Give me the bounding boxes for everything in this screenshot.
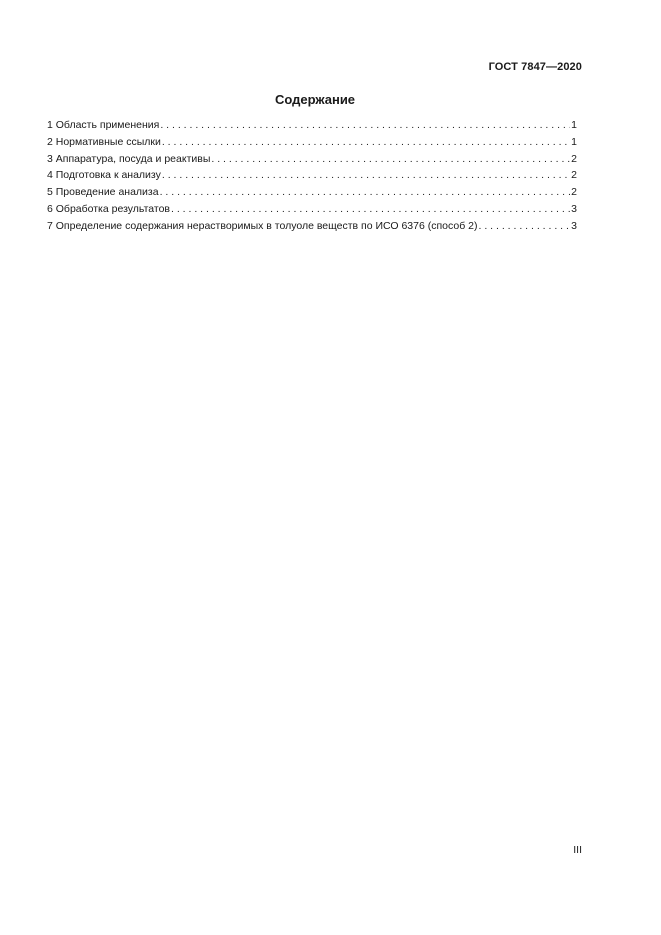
document-code: ГОСТ 7847—2020	[488, 61, 582, 73]
table-of-contents	[47, 119, 577, 237]
toc-dot-leader	[171, 203, 570, 215]
toc-dot-leader	[162, 136, 570, 148]
toc-entry-scope[interactable]	[47, 119, 577, 136]
toc-entry-page: 2	[571, 186, 577, 199]
toc-entry-analysis[interactable]	[47, 186, 577, 203]
toc-title: Содержание	[274, 92, 356, 107]
toc-entry-apparatus[interactable]	[47, 153, 577, 170]
toc-entry-normative-references[interactable]	[47, 136, 577, 153]
toc-entry-label: 5 Проведение анализа	[47, 186, 159, 199]
toc-entry-page: 2	[571, 152, 577, 165]
toc-entry-page: 3	[571, 219, 577, 232]
toc-entry-page: 3	[571, 202, 577, 215]
toc-entry-page: 1	[571, 135, 577, 148]
toc-dot-leader	[160, 186, 571, 198]
toc-entry-page: 1	[571, 119, 577, 131]
toc-dot-leader	[160, 119, 570, 131]
toc-dot-leader	[479, 220, 571, 232]
page-number: III	[573, 844, 582, 856]
toc-entry-page: 2	[571, 169, 577, 182]
toc-entry-label: 6 Обработка результатов	[47, 202, 170, 215]
toc-entry-results[interactable]	[47, 203, 577, 220]
toc-entry-label: 1 Область применения	[47, 119, 160, 131]
toc-entry-preparation[interactable]	[47, 169, 577, 186]
toc-entry-label: 2 Нормативные ссылки	[47, 135, 161, 148]
toc-entry-label: 3 Аппаратура, посуда и реактивы	[47, 152, 211, 165]
toc-dot-leader	[211, 153, 570, 165]
toc-entry-iso-method[interactable]	[47, 220, 577, 237]
toc-entry-label: 7 Определение содержания нерастворимых в толуоле веществ по ИСО 6376 (способ 2)	[47, 219, 478, 232]
toc-entry-label: 4 Подготовка к анализу	[47, 169, 161, 182]
toc-dot-leader	[162, 169, 570, 181]
